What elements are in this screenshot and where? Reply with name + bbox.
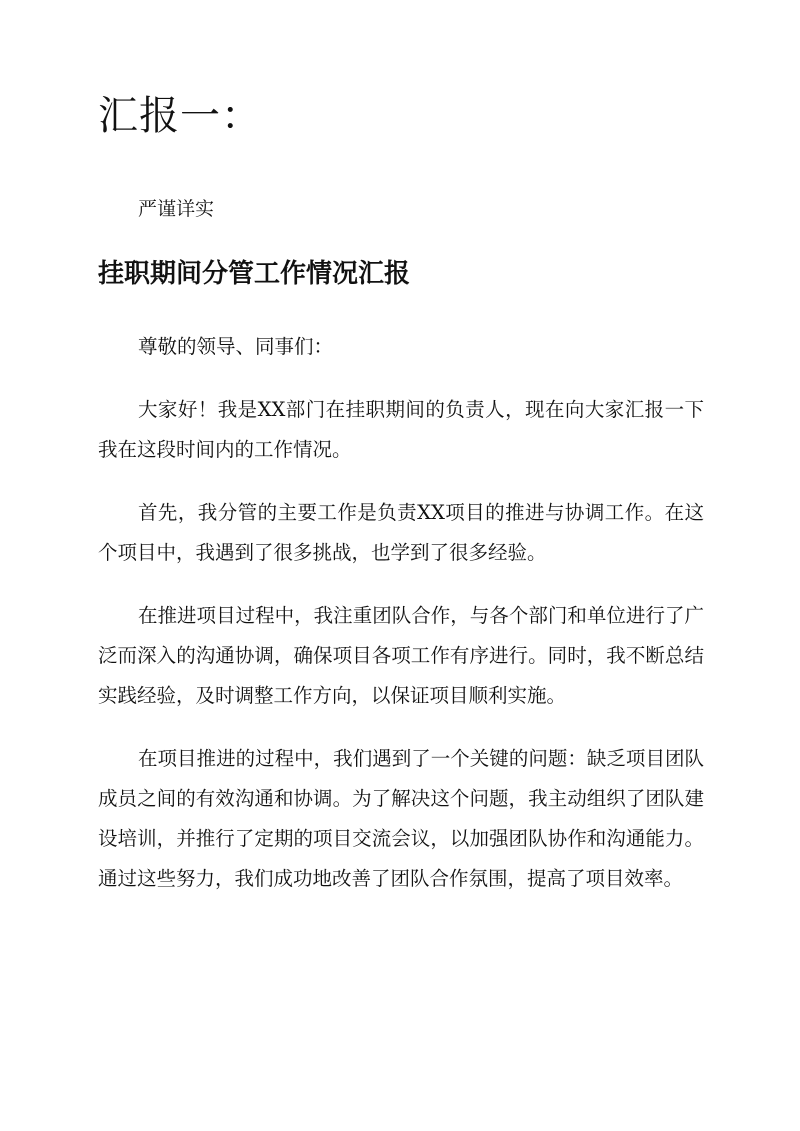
body-paragraph: 首先，我分管的主要工作是负责XX项目的推进与协调工作。在这个项目中，我遇到了很多挑战，也学到了很多经验。	[98, 501, 704, 564]
document-subtitle: 严谨详实	[138, 198, 215, 220]
document-heading: 汇报一：	[98, 93, 262, 139]
report-title: 挂职期间分管工作情况汇报	[98, 259, 411, 289]
report-body	[98, 327, 704, 922]
body-paragraph: 在项目推进的过程中，我们遇到了一个关键的问题：缺乏项目团队成员之间的有效沟通和协调。为了解决这个问题，我主动组织了团队建设培训，并推行了定期的项目交流会议，以加强团队协作和沟通能力。通过这些努力，我们成功地改善了团队合作氛围，提高了项目效率。	[98, 747, 704, 890]
body-paragraph: 大家好！我是XX部门在挂职期间的负责人，现在向大家汇报一下我在这段时间内的工作情况。	[98, 398, 704, 461]
salutation-paragraph: 尊敬的领导、同事们：	[138, 335, 334, 358]
body-paragraph: 在推进项目过程中，我注重团队合作，与各个部门和单位进行了广泛而深入的沟通协调，确保项目各项工作有序进行。同时，我不断总结实践经验，及时调整工作方向，以保证项目顺利实施。	[98, 604, 704, 707]
